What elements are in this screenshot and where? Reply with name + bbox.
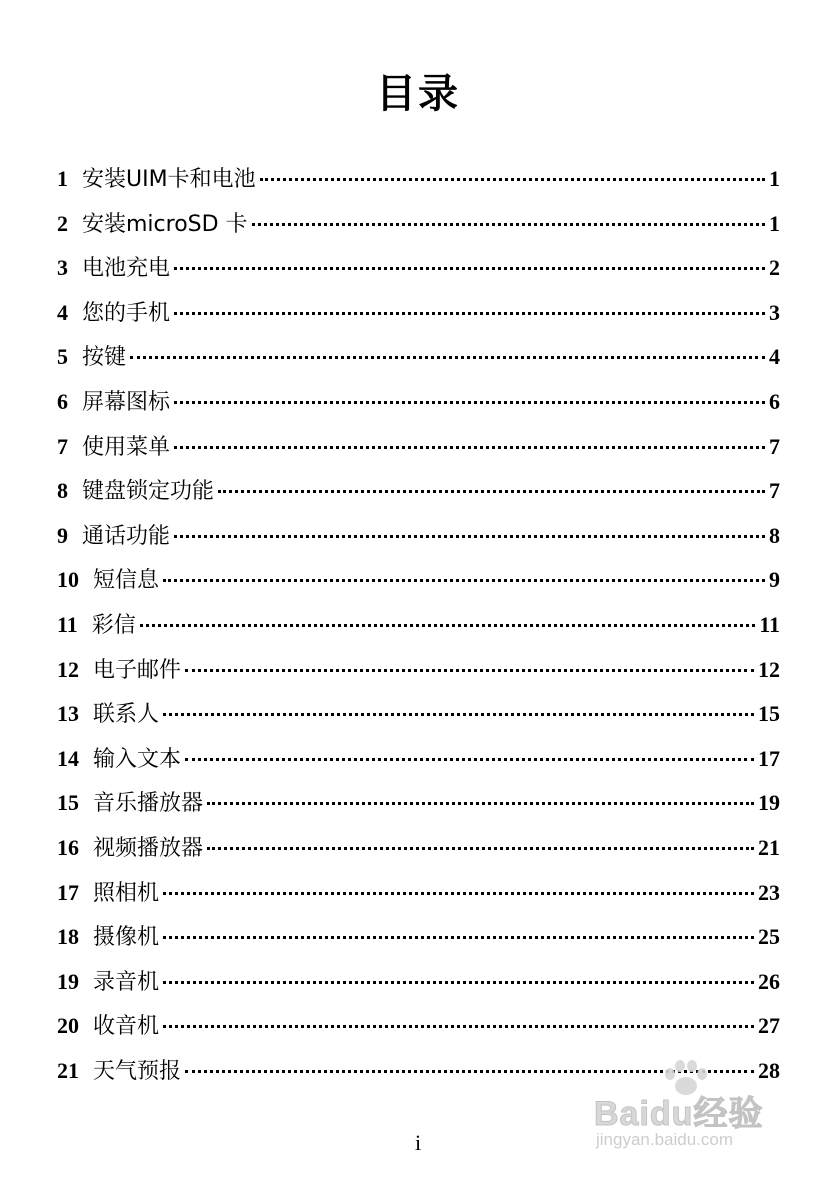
toc-dot-leader	[174, 267, 765, 270]
toc-entry-title: 摄像机	[93, 925, 160, 951]
toc-entry-page: 1	[769, 210, 780, 236]
toc-entry[interactable]	[57, 519, 780, 564]
toc-entry-number: 2	[57, 210, 68, 236]
table-of-contents	[57, 162, 780, 1098]
toc-entry-title: 照相机	[93, 880, 160, 906]
toc-entry-number: 14	[57, 745, 79, 771]
toc-entry[interactable]	[57, 474, 780, 519]
watermark	[594, 1057, 784, 1160]
toc-entry[interactable]	[57, 385, 780, 430]
toc-entry-title: 视频播放器	[93, 835, 204, 861]
toc-dot-leader	[163, 981, 754, 984]
toc-entry[interactable]	[57, 207, 780, 252]
toc-entry[interactable]	[57, 296, 780, 341]
toc-entry[interactable]	[57, 1009, 780, 1054]
toc-entry-title: 录音机	[93, 969, 160, 995]
toc-entry[interactable]	[57, 831, 780, 876]
toc-entry-title: 通话功能	[82, 523, 171, 549]
toc-entry-page: 9	[769, 567, 780, 593]
toc-entry-title: 屏幕图标	[82, 389, 171, 415]
toc-entry-page: 28	[758, 1057, 780, 1083]
toc-entry-number: 8	[57, 478, 68, 504]
toc-entry-number: 18	[57, 924, 79, 950]
toc-entry-title: 天气预报	[93, 1058, 182, 1084]
toc-entry-number: 13	[57, 701, 79, 727]
toc-entry-page: 25	[758, 924, 780, 950]
toc-dot-leader	[163, 1025, 754, 1028]
toc-entry[interactable]	[57, 563, 780, 608]
toc-entry-title: 安装microSD 卡	[82, 211, 248, 237]
toc-entry-title: 收音机	[93, 1014, 160, 1040]
toc-entry-page: 11	[759, 611, 780, 637]
toc-dot-leader	[260, 178, 765, 181]
toc-entry-page: 2	[769, 255, 780, 281]
toc-entry[interactable]	[57, 608, 780, 653]
toc-entry-title: 键盘锁定功能	[82, 479, 215, 505]
page-title: 目录	[376, 71, 460, 117]
toc-dot-leader	[174, 401, 765, 404]
toc-entry-number: 6	[57, 388, 68, 414]
toc-entry[interactable]	[57, 742, 780, 787]
toc-entry-number: 11	[57, 611, 78, 637]
toc-entry-number: 9	[57, 522, 68, 548]
toc-entry-title: 使用菜单	[82, 434, 171, 460]
toc-entry-number: 19	[57, 968, 79, 994]
toc-entry-page: 27	[758, 1013, 780, 1039]
toc-entry[interactable]	[57, 430, 780, 475]
toc-dot-leader	[252, 223, 765, 226]
toc-dot-leader	[174, 312, 765, 315]
toc-entry-page: 17	[758, 745, 780, 771]
toc-entry-title: 安装UIM卡和电池	[82, 167, 256, 192]
toc-entry-number: 1	[57, 166, 68, 191]
toc-dot-leader	[207, 847, 754, 850]
toc-entry-title: 电池充电	[82, 256, 171, 282]
toc-entry-title: 彩信	[91, 612, 136, 638]
toc-entry-number: 12	[57, 656, 79, 682]
toc-entry-number: 17	[57, 879, 79, 905]
page-number: i	[414, 1130, 422, 1155]
toc-entry-page: 7	[769, 433, 780, 459]
toc-entry-page: 4	[769, 344, 780, 370]
toc-entry-title: 您的手机	[82, 300, 171, 326]
toc-entry-page: 6	[769, 388, 780, 414]
toc-dot-leader	[207, 802, 754, 805]
toc-entry-page: 19	[758, 790, 780, 816]
toc-entry[interactable]	[57, 653, 780, 698]
toc-dot-leader	[185, 758, 754, 761]
toc-entry-page: 1	[769, 166, 780, 191]
toc-entry-number: 16	[57, 834, 79, 860]
toc-entry-page: 15	[758, 701, 780, 727]
toc-entry-title: 输入文本	[93, 746, 182, 772]
toc-dot-leader	[174, 535, 765, 538]
toc-entry[interactable]	[57, 786, 780, 831]
toc-entry-page: 7	[769, 478, 780, 504]
toc-dot-leader	[163, 892, 754, 895]
toc-entry-number: 3	[57, 255, 68, 281]
toc-dot-leader	[163, 579, 765, 582]
toc-dot-leader	[163, 936, 754, 939]
toc-entry[interactable]	[57, 876, 780, 921]
toc-entry-title: 按键	[82, 345, 127, 371]
toc-entry-page: 23	[758, 879, 780, 905]
toc-entry-number: 4	[57, 299, 68, 325]
toc-dot-leader	[174, 446, 765, 449]
toc-entry-title: 音乐播放器	[93, 791, 204, 817]
toc-dot-leader	[185, 669, 754, 672]
toc-entry-number: 21	[57, 1057, 79, 1083]
toc-dot-leader	[218, 490, 765, 493]
watermark-url: jingyan.baidu.com	[596, 1130, 734, 1149]
toc-dot-leader	[140, 624, 755, 627]
toc-entry[interactable]	[57, 251, 780, 296]
toc-entry-page: 3	[769, 299, 780, 325]
toc-dot-leader	[130, 356, 765, 359]
toc-entry-number: 15	[57, 790, 79, 816]
watermark-brand: Baidu经验	[594, 1095, 764, 1133]
toc-entry-title: 短信息	[93, 568, 160, 594]
toc-entry-page: 26	[758, 968, 780, 994]
toc-entry-page: 12	[758, 656, 780, 682]
toc-entry-number: 5	[57, 344, 68, 370]
toc-entry-number: 20	[57, 1013, 79, 1039]
toc-entry[interactable]	[57, 162, 780, 207]
toc-entry[interactable]	[57, 920, 780, 965]
toc-entry-title: 电子邮件	[93, 657, 182, 683]
toc-entry-title: 联系人	[93, 702, 160, 728]
toc-dot-leader	[163, 713, 754, 716]
toc-entry-page: 8	[769, 522, 780, 548]
toc-entry-number: 10	[57, 567, 79, 593]
toc-entry[interactable]	[57, 965, 780, 1010]
toc-entry[interactable]	[57, 697, 780, 742]
toc-entry-page: 21	[758, 834, 780, 860]
toc-entry-number: 7	[57, 433, 68, 459]
toc-entry[interactable]	[57, 340, 780, 385]
